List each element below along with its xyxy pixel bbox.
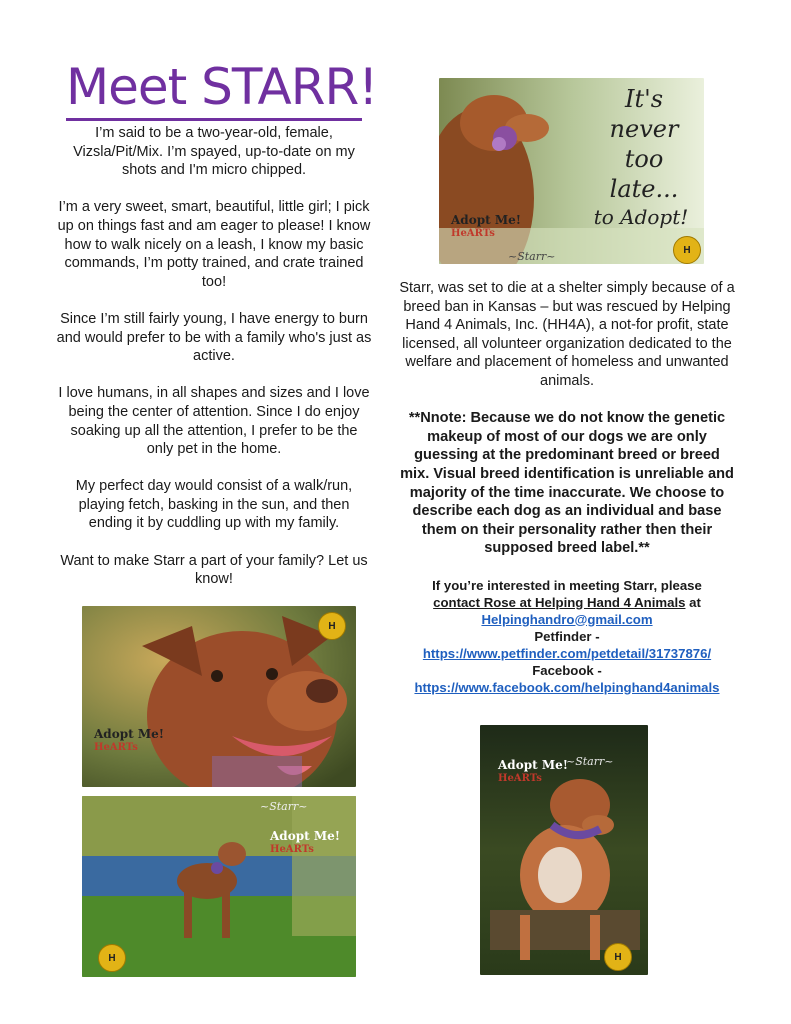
rescue-info: [398, 279, 736, 696]
poster-line-3: too: [624, 145, 664, 173]
bio-paragraph-2: I’m a very sweet, smart, beautiful, little girl; I pick up on things fast and am eager to please! I know how to walk nicely on a leash, I know my basic commands, I’m potty trained, and crate trained too!: [57, 199, 371, 290]
email-link[interactable]: Helpinghandro@gmail.com: [481, 611, 653, 627]
watermark-adopt: Adopt Me! HeARTs: [498, 758, 569, 784]
rescue-paragraph: Starr, was set to die at a shelter simply because of a breed ban in Kansas – but was rescued by Helping Hand 4 Animals, Inc. (HH4A), a not-for profit, state licensed, all volunteer organization dedicated to the welfare and placement of homeless and unwanted animals.: [399, 280, 735, 389]
page-title: Meet STARR!: [66, 58, 378, 116]
bio-paragraph-5: My perfect day would consist of a walk/run, playing fetch, basking in the sun, and then ending it by cuddling up with my family.: [75, 478, 353, 532]
org-logo-icon: H: [98, 944, 126, 972]
dog-log-photo: [480, 725, 648, 975]
poster-message: [589, 84, 699, 204]
contact-rose-link[interactable]: contact Rose at Helping Hand 4 Animals: [433, 594, 686, 610]
org-logo-icon: H: [673, 236, 701, 264]
poster-line-2: never: [609, 115, 679, 143]
contact-line: contact Rose at Helping Hand 4 Animals at: [433, 594, 701, 610]
title-underline: [66, 118, 362, 121]
org-logo-icon: H: [604, 943, 632, 971]
petfinder-label: Petfinder -: [534, 628, 600, 644]
bio-text: [56, 124, 372, 607]
photo-caption-starr: ~Starr~: [260, 800, 308, 813]
dog-field-photo: [82, 796, 356, 977]
poster-photo: [439, 78, 704, 264]
facebook-label: Facebook -: [532, 662, 602, 678]
poster-line-4: late...: [609, 175, 679, 203]
petfinder-link[interactable]: https://www.petfinder.com/petdetail/31737876/: [422, 645, 712, 661]
photo-caption-starr: ~Starr~: [566, 755, 614, 768]
breed-note: **Nnote: Because we do not know the genetic makeup of most of our dogs we are only guessing at the predominant breed or breed mix. Visual breed identification is unreliable and majority of the time inaccurate. We choose to describe each dog as an individual and base them on their personality rather then their supposed breed label.**: [400, 410, 734, 557]
contact-intro: If you’re interested in meeting Starr, please: [432, 577, 702, 593]
watermark-adopt: Adopt Me! HeARTs: [94, 727, 165, 753]
org-logo-icon: H: [318, 612, 346, 640]
bio-paragraph-3: Since I’m still fairly young, I have energy to burn and would prefer to be with a family who's just as active.: [56, 310, 372, 365]
facebook-link[interactable]: https://www.facebook.com/helpinghand4animals: [414, 679, 720, 695]
poster-line-5: to Adopt!: [593, 205, 689, 229]
watermark-adopt: Adopt Me! HeARTs: [451, 213, 522, 239]
bio-paragraph-4: I love humans, in all shapes and sizes and I love being the center of attention. Since I do enjoy soaking up all the attention, I prefer to be the only pet in the home.: [58, 385, 370, 458]
poster-line-1: It's: [624, 85, 664, 113]
bio-paragraph-1: I’m said to be a two-year-old, female, Vizsla/Pit/Mix. I’m spayed, up-to-date on my shots and I'm micro chipped.: [73, 125, 355, 179]
poster-caption: ~Starr~: [508, 250, 556, 263]
bio-paragraph-6: Want to make Starr a part of your family? Let us know!: [60, 552, 368, 588]
dog-closeup-photo: [82, 606, 356, 787]
dog-closeup-art: [82, 606, 356, 787]
watermark-adopt: Adopt Me! HeARTs: [270, 829, 341, 855]
contact-block: [398, 577, 736, 696]
